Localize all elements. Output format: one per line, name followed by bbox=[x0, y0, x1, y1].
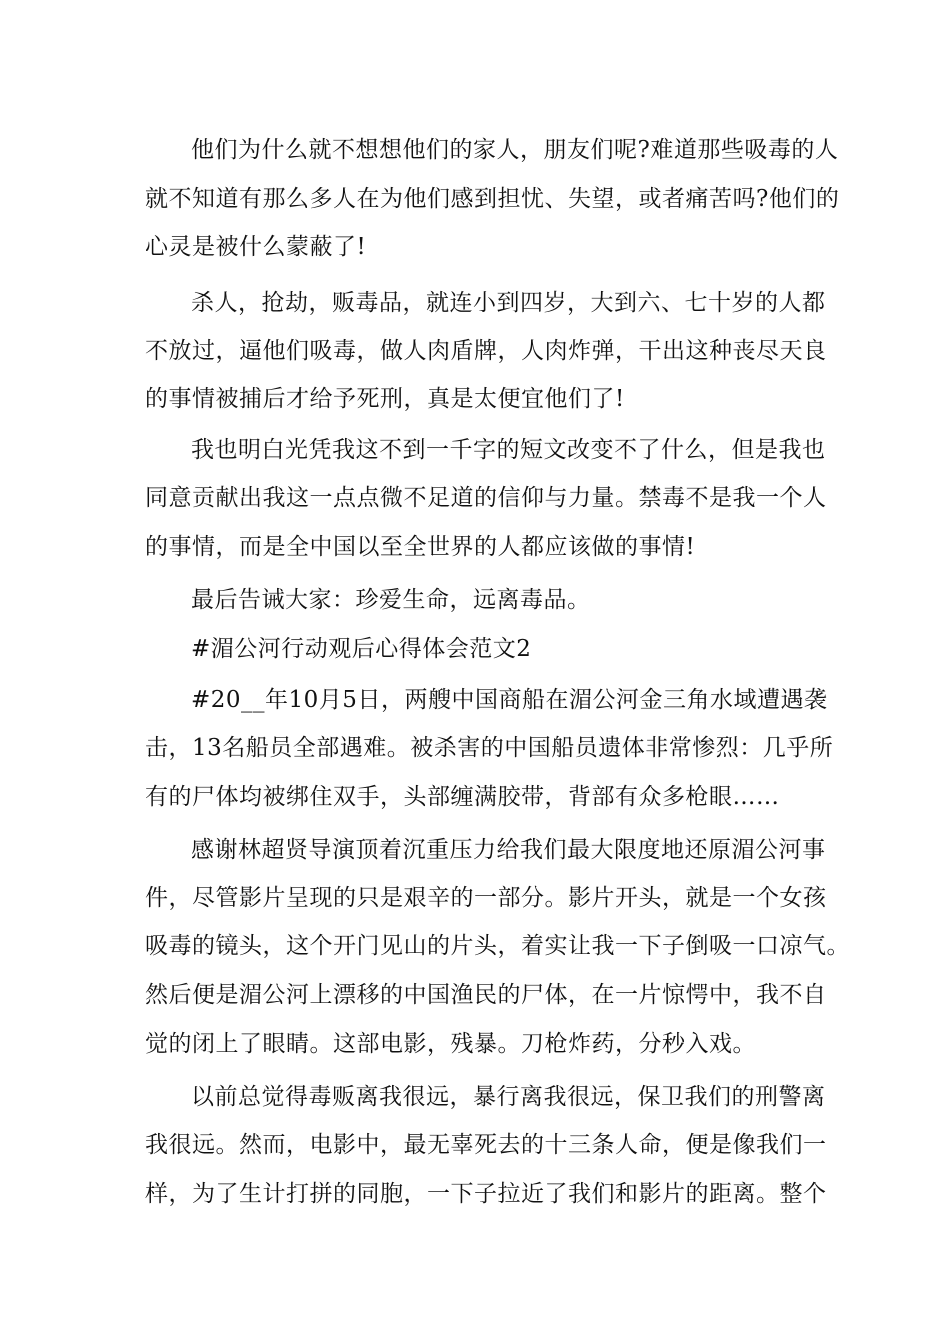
text-line: 他们为什么就不想想他们的家人，朋友们呢?难道那些吸毒的人 bbox=[191, 137, 839, 163]
text-line: 击，13名船员全部遇难。被杀害的中国船员遗体非常惨烈：几乎所 bbox=[145, 735, 834, 761]
text-line: 吸毒的镜头，这个开门见山的片头，着实让我一下子倒吸一口凉气。 bbox=[145, 933, 850, 959]
text-line: 然后便是湄公河上漂移的中国渔民的尸体，在一片惊愕中，我不自 bbox=[145, 982, 827, 1008]
text-line: 同意贡献出我这一点点微不足道的信仰与力量。禁毒不是我一个人 bbox=[145, 485, 827, 511]
text-line: 觉的闭上了眼睛。这部电影，残暴。刀枪炸药，分秒入戏。 bbox=[145, 1031, 756, 1057]
text-line: 我也明白光凭我这不到一千字的短文改变不了什么，但是我也 bbox=[191, 437, 826, 463]
text-line: 杀人，抢劫，贩毒品，就连小到四岁，大到六、七十岁的人都 bbox=[191, 290, 826, 316]
text-line: 的事情被捕后才给予死刑，真是太便宜他们了! bbox=[145, 386, 625, 412]
text-line: 我很远。然而，电影中，最无辜死去的十三条人命，便是像我们一 bbox=[145, 1132, 827, 1158]
text-line: 最后告诫大家：珍爱生命，远离毒品。 bbox=[191, 587, 591, 613]
text-line: 以前总觉得毒贩离我很远，暴行离我很远，保卫我们的刑警离 bbox=[191, 1084, 826, 1110]
section-heading: #湄公河行动观后心得体会范文2 bbox=[191, 636, 532, 662]
text-line: 不放过，逼他们吸毒，做人肉盾牌，人肉炸弹，干出这种丧尽天良 bbox=[145, 338, 827, 364]
text-line: 的事情，而是全中国以至全世界的人都应该做的事情! bbox=[145, 534, 696, 560]
text-line: 就不知道有那么多人在为他们感到担忧、失望，或者痛苦吗?他们的 bbox=[145, 186, 840, 212]
text-line: #20__年10月5日，两艘中国商船在湄公河金三角水域遭遇袭 bbox=[191, 687, 828, 713]
text-line: 件，尽管影片呈现的只是艰辛的一部分。影片开头，就是一个女孩 bbox=[145, 885, 827, 911]
text-line: 有的尸体均被绑住双手，头部缠满胶带，背部有众多枪眼…… bbox=[145, 784, 780, 810]
text-line: 样，为了生计打拼的同胞，一下子拉近了我们和影片的距离。整个 bbox=[145, 1181, 827, 1207]
text-line: 心灵是被什么蒙蔽了! bbox=[145, 234, 367, 260]
text-line: 感谢林超贤导演顶着沉重压力给我们最大限度地还原湄公河事 bbox=[191, 837, 826, 863]
